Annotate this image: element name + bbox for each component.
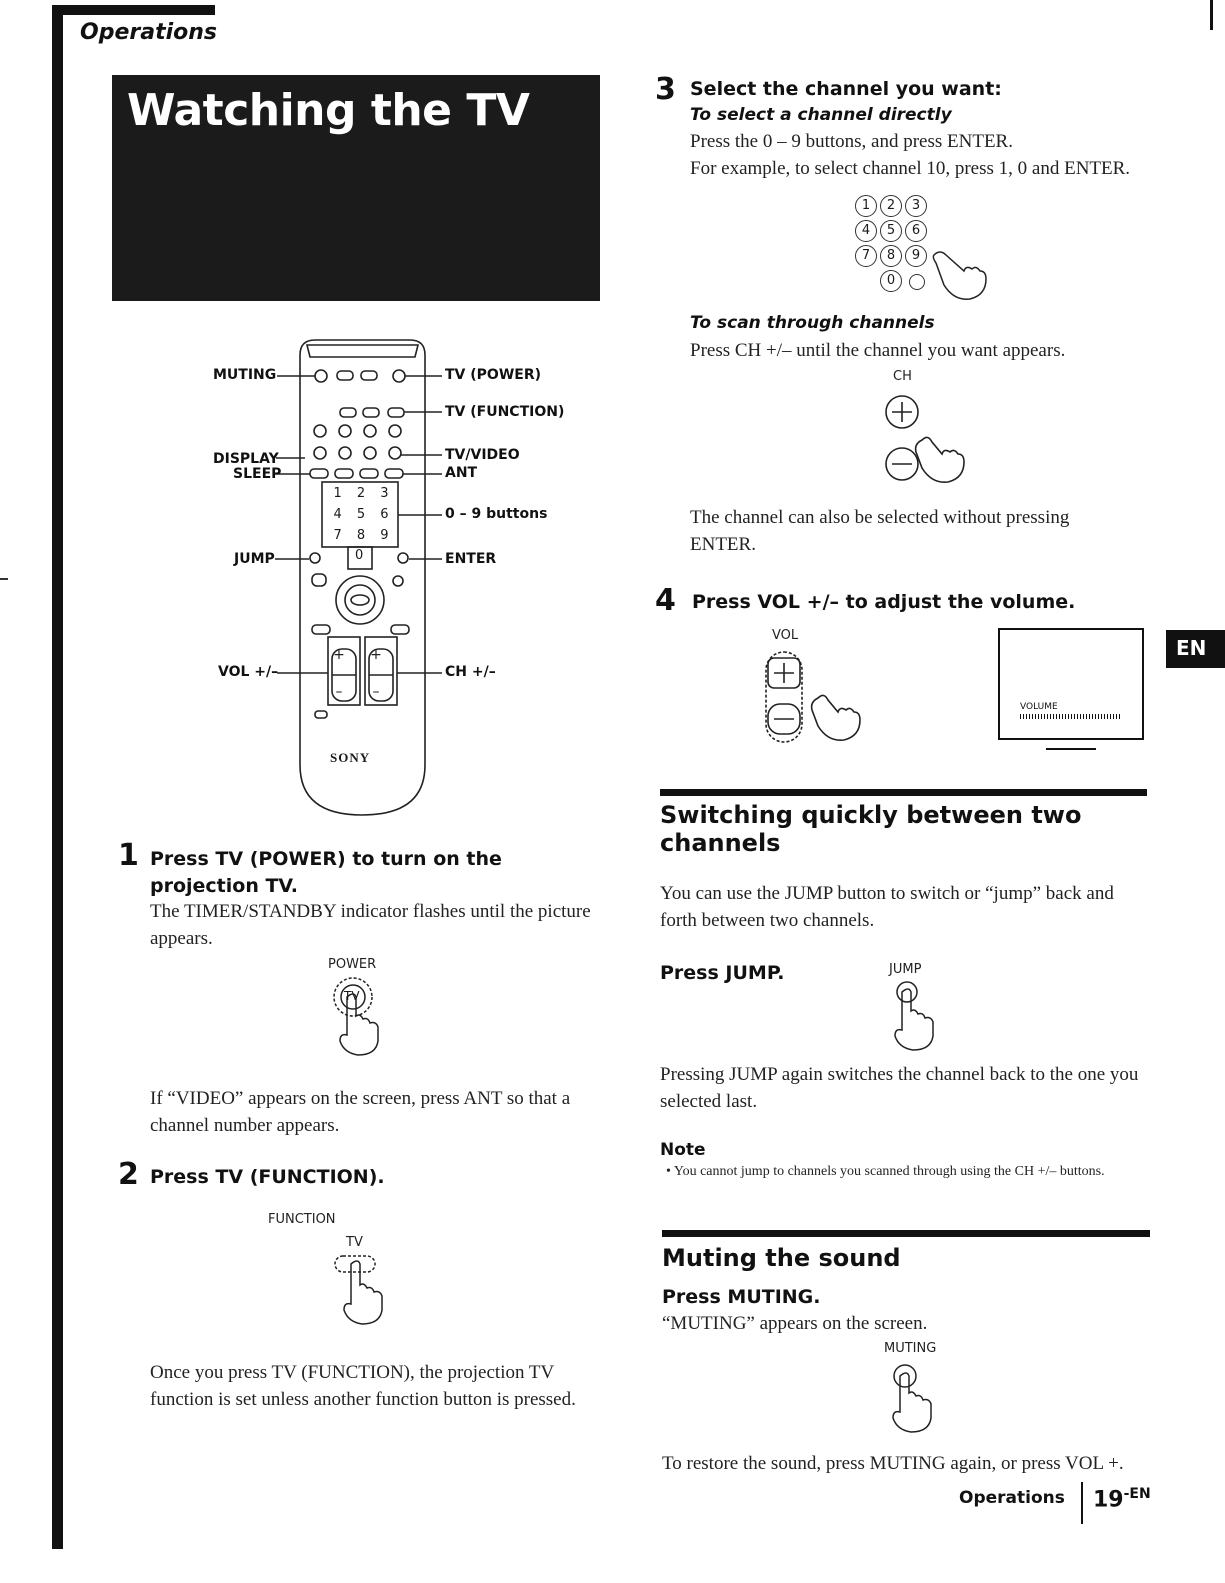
label-ch: CH +/– <box>445 664 496 680</box>
muting-action: Press MUTING. <box>662 1286 821 1308</box>
step-4-number: 4 <box>655 583 676 618</box>
hand-pressing-vol-icon <box>760 648 900 753</box>
keypad-digit: 8 <box>880 245 902 267</box>
step-3-text-enter: The channel can also be selected without pressing ENTER. <box>690 507 1070 555</box>
header-bar <box>52 5 215 15</box>
keypad-digit: 7 <box>855 245 877 267</box>
remote-digit: 5 <box>356 507 366 522</box>
remote-brand-logo: SONY <box>330 750 371 765</box>
power-button-label: TV <box>344 989 360 1003</box>
label-tv-power: TV (POWER) <box>445 367 542 383</box>
muting-caption: MUTING <box>884 1341 937 1356</box>
power-caption: POWER <box>328 957 377 972</box>
title-banner <box>112 75 600 301</box>
note-text: • You cannot jump to channels you scanned through using the CH +/– buttons. <box>666 1164 1105 1179</box>
label-sleep: SLEEP <box>233 466 282 482</box>
keypad-digit: 3 <box>905 195 927 217</box>
remote-digit: 9 <box>380 528 389 543</box>
function-button-label: TV <box>346 1235 363 1250</box>
jump-after-text: Pressing JUMP again switches the channel back to the one you selected last. <box>660 1064 1139 1112</box>
footer-separator <box>1081 1482 1083 1524</box>
vol-caption: VOL <box>772 628 799 643</box>
step-3-text-direct: Press the 0 – 9 buttons, and press ENTER. <box>690 131 1013 152</box>
hand-pressing-jump-icon <box>890 980 950 1060</box>
volume-level-bar <box>1020 714 1120 719</box>
footer-section-label: Operations <box>959 1488 1065 1508</box>
step-3-heading: Select the channel you want: <box>690 78 1002 100</box>
label-display: DISPLAY <box>213 451 279 467</box>
label-enter: ENTER <box>445 551 497 567</box>
step-3-subhead-scan: To scan through channels <box>690 313 935 333</box>
step-3-text-scan: Press CH +/– until the channel you want appears. <box>690 340 1066 361</box>
language-edge-tab: EN <box>1166 630 1225 668</box>
svg-text:–: – <box>335 684 343 700</box>
step-1-note: If “VIDEO” appears on the screen, press ANT so that a channel number appears. <box>150 1088 571 1136</box>
jump-section-title: Switching quickly between two channels <box>660 801 1082 857</box>
page-number: $19^{-EN}$ <box>1093 1486 1151 1513</box>
osd-stand <box>1046 748 1096 750</box>
step-2-number: 2 <box>118 1157 139 1192</box>
keypad-digit: 4 <box>855 220 877 242</box>
jump-intro: You can use the JUMP button to switch or “jump” back and forth between two channels. <box>660 883 1114 931</box>
remote-digit: 8 <box>356 528 366 543</box>
page-title: Watching the TV <box>127 85 530 136</box>
number-keypad-illustration <box>855 195 930 295</box>
svg-text:+: + <box>370 647 382 663</box>
enter-key-icon <box>909 274 925 290</box>
step-1-text: The TIMER/STANDBY indicator flashes until the picture appears. <box>150 901 591 949</box>
osd-volume-label: VOLUME <box>1020 702 1058 712</box>
keypad-digit: 0 <box>880 270 902 292</box>
hand-pressing-function-icon <box>325 1252 395 1337</box>
side-mark <box>0 578 8 580</box>
label-jump: JUMP <box>234 551 275 567</box>
step-3-text-example: For example, to select channel 10, press 1, 0 and ENTER. <box>690 158 1131 179</box>
remote-control-figure <box>205 335 565 820</box>
label-tv-video: TV/VIDEO <box>445 447 520 463</box>
hand-pressing-muting-icon <box>888 1362 948 1442</box>
note-title: Note <box>660 1140 706 1160</box>
remote-digit: 7 <box>333 528 342 543</box>
keypad-digit: 6 <box>905 220 927 242</box>
svg-text:–: – <box>372 684 380 700</box>
label-0-9-buttons: 0 – 9 buttons <box>445 506 548 522</box>
remote-digit: 1 <box>333 486 342 501</box>
remote-digit: 6 <box>380 507 389 522</box>
muting-text: “MUTING” appears on the screen. <box>662 1313 928 1334</box>
remote-digit: 3 <box>380 486 389 501</box>
section-label: Operations <box>80 20 217 45</box>
left-margin-bar <box>52 14 63 1549</box>
page-number-suffix: -EN <box>1123 1486 1151 1502</box>
label-tv-function: TV (FUNCTION) <box>445 404 565 420</box>
keypad-digit: 2 <box>880 195 902 217</box>
function-caption: FUNCTION <box>268 1212 336 1227</box>
svg-text:+: + <box>333 647 345 663</box>
label-ant: ANT <box>445 465 478 481</box>
step-2-text: Once you press TV (FUNCTION), the projection TV function is set unless another function button is pressed. <box>150 1362 576 1410</box>
label-vol: VOL +/– <box>218 664 279 680</box>
keypad-digit: 1 <box>855 195 877 217</box>
section-rule <box>660 789 1147 796</box>
jump-action: Press JUMP. <box>660 962 785 984</box>
remote-digit: 0 <box>355 548 364 563</box>
crop-mark <box>1210 0 1213 30</box>
ch-caption: CH <box>893 369 912 384</box>
label-muting: MUTING <box>213 367 277 383</box>
step-1-number: 1 <box>118 838 139 873</box>
step-4-heading: Press VOL +/– to adjust the volume. <box>692 591 1076 613</box>
step-3-number: 3 <box>655 72 676 107</box>
keypad-digit: 5 <box>880 220 902 242</box>
hand-pressing-ch-icon <box>878 392 978 497</box>
jump-caption: JUMP <box>889 962 922 977</box>
remote-keypad <box>326 483 396 546</box>
muting-restore-text: To restore the sound, press MUTING again, or press VOL +. <box>662 1453 1124 1474</box>
step-2-heading: Press TV (FUNCTION). <box>150 1166 385 1188</box>
section-rule <box>662 1230 1150 1237</box>
hand-pressing-keypad-icon <box>930 245 990 310</box>
muting-section-title: Muting the sound <box>662 1244 901 1272</box>
step-1-heading: Press TV (POWER) to turn on the projection TV. <box>150 848 502 897</box>
volume-osd-screen <box>998 628 1144 740</box>
remote-digit: 4 <box>333 507 342 522</box>
keypad-digit: 9 <box>905 245 927 267</box>
step-3-subhead-direct: To select a channel directly <box>690 105 952 125</box>
remote-digit: 2 <box>356 486 366 501</box>
